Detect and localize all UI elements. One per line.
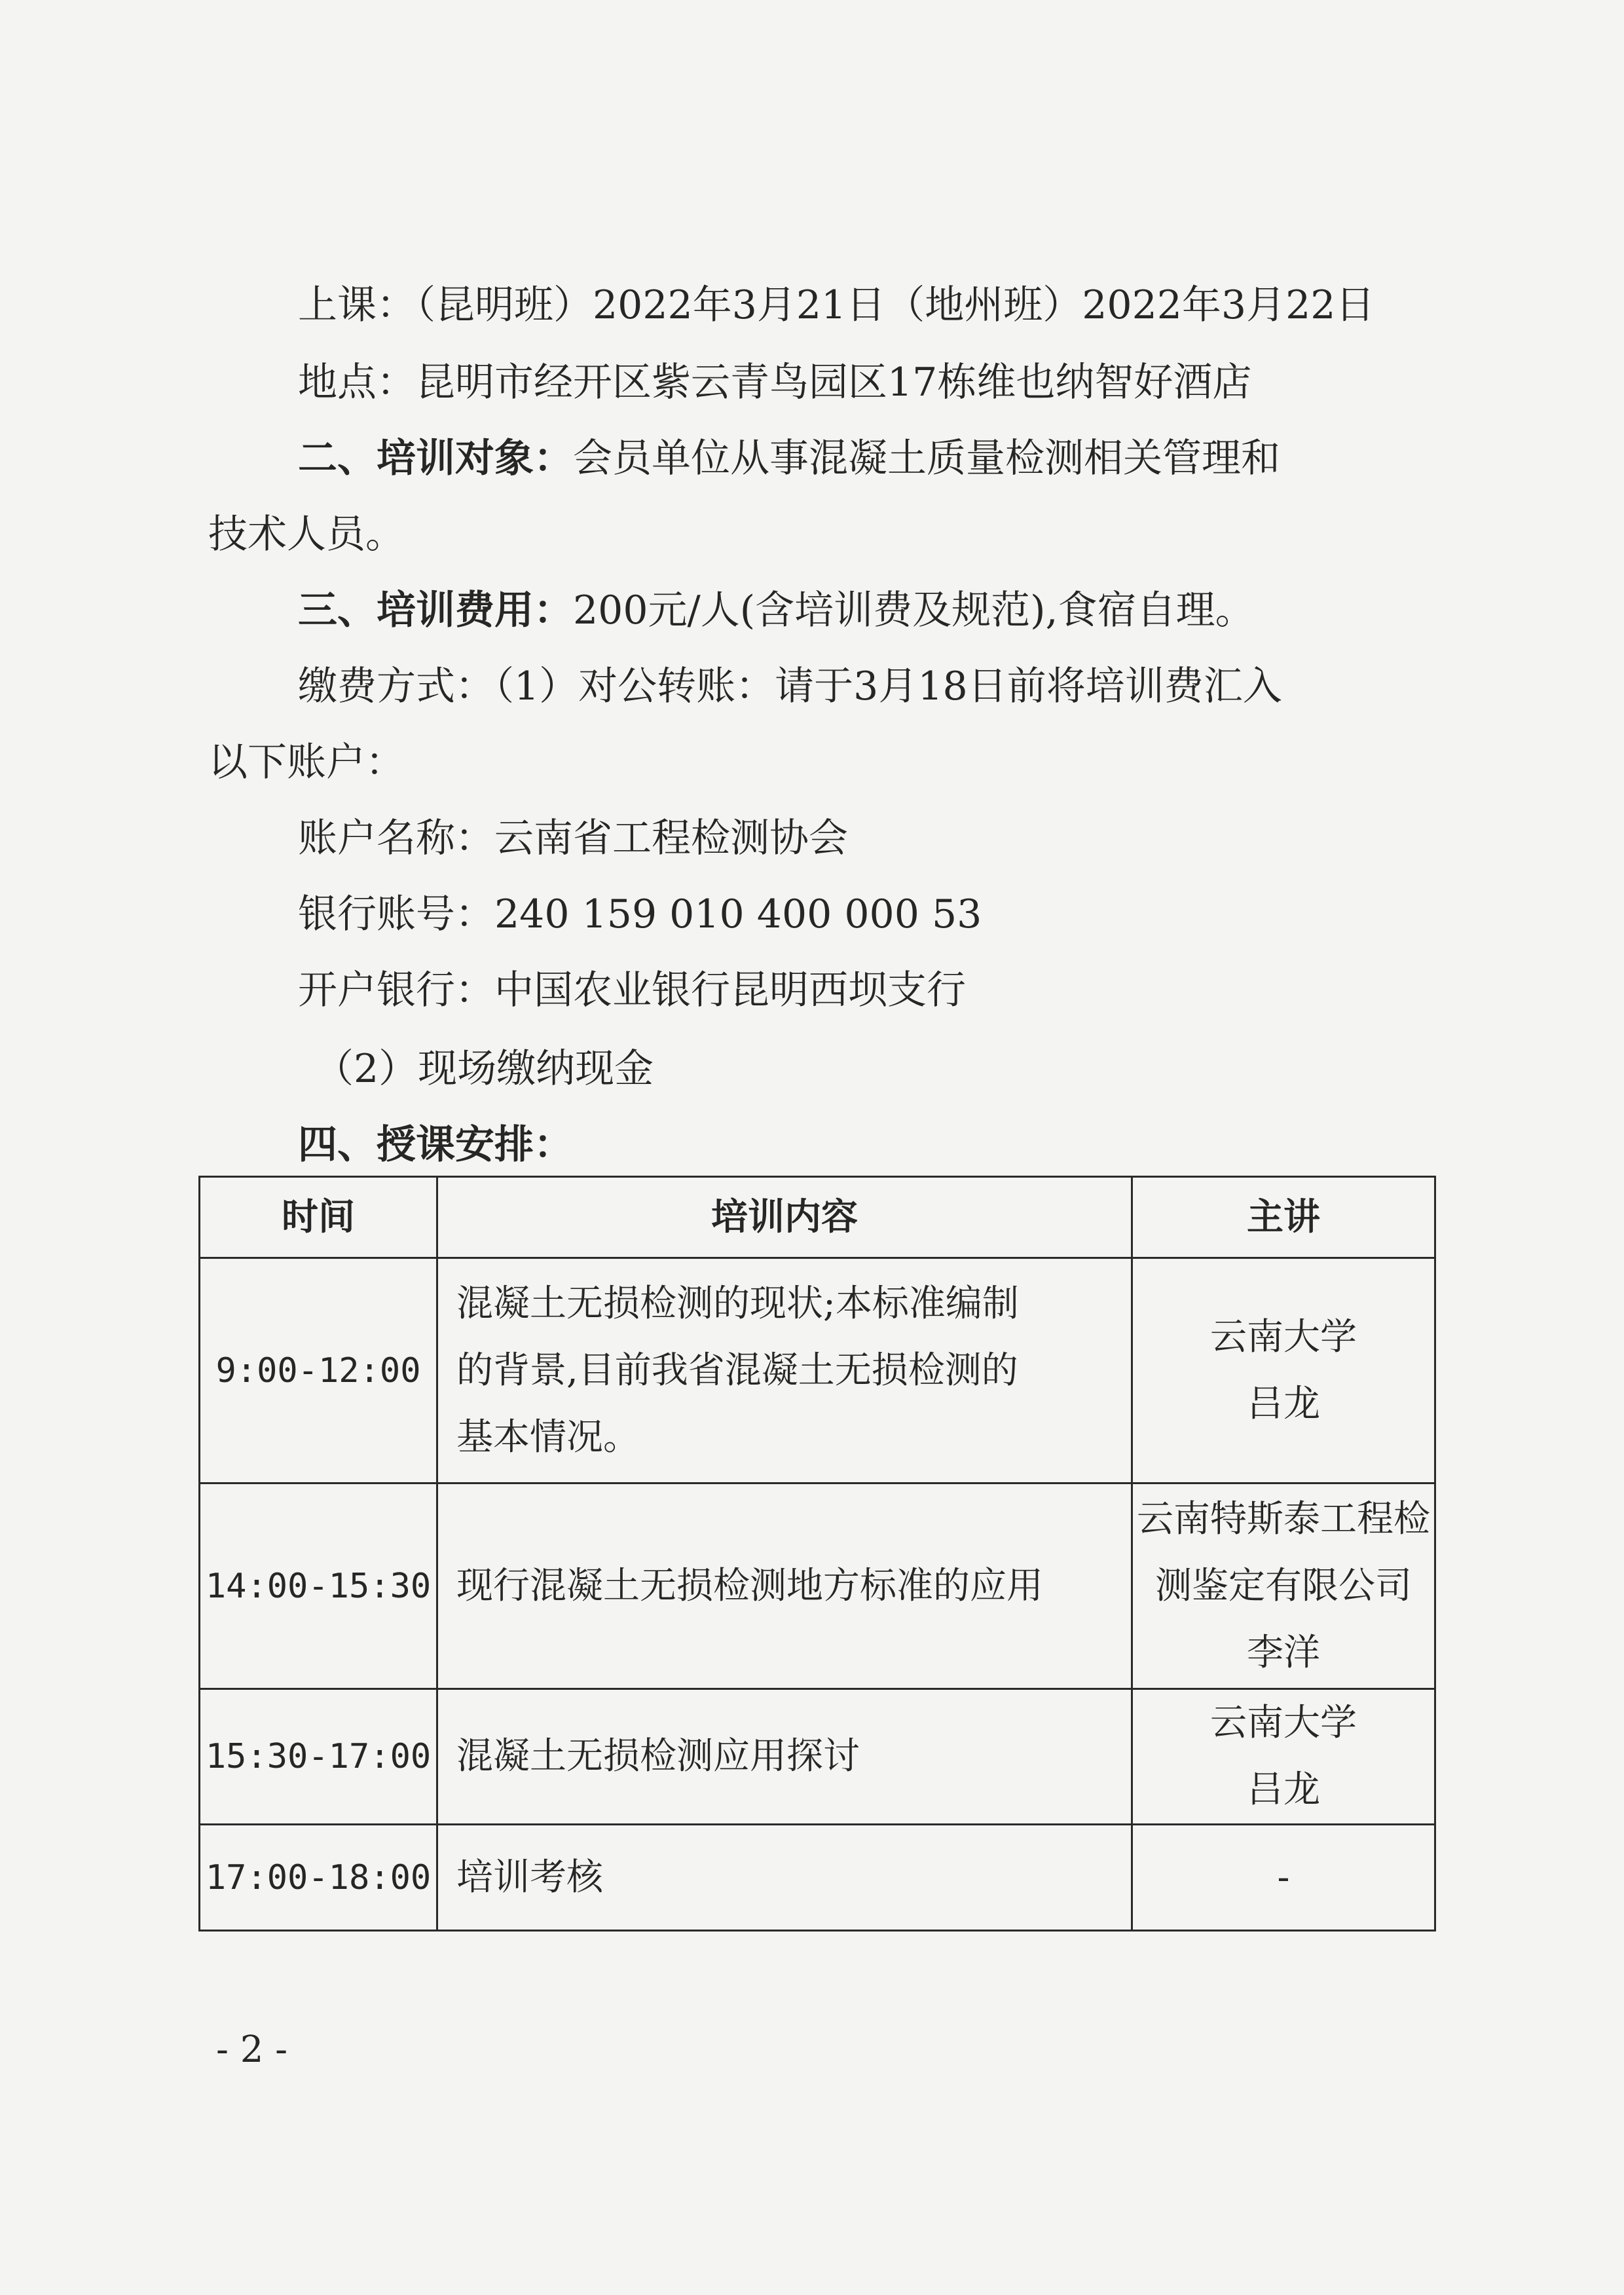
payment-method-continuation: 以下账户：: [208, 739, 405, 785]
training-fee-paragraph: [0, 584, 1624, 637]
row-content: [437, 1483, 1132, 1689]
cash-payment-line: （2）现场缴纳现金: [314, 1046, 654, 1092]
lecturer-line: 吕龙: [1247, 1382, 1320, 1425]
lecturer-line: 李洋: [1247, 1631, 1320, 1674]
schedule-heading: 四、授课安排：: [298, 1122, 573, 1168]
table-row: [200, 1483, 1435, 1689]
header-time: 时间: [200, 1177, 437, 1258]
content-line: 培训考核: [456, 1856, 603, 1899]
row-lecturer: [1132, 1483, 1435, 1689]
row-time: 14:00-15:30: [200, 1483, 437, 1689]
lecturer-line: -: [1277, 1856, 1290, 1899]
training-target-paragraph: [0, 432, 1624, 485]
row-lecturer: [1132, 1689, 1435, 1825]
training-target-heading: 二、培训对象：: [298, 436, 573, 481]
bank-line: 开户银行：中国农业银行昆明西坝支行: [298, 967, 966, 1013]
table-row: [200, 1258, 1435, 1483]
lecturer-line: 云南大学: [1210, 1315, 1357, 1358]
table-row: [200, 1825, 1435, 1931]
schedule-table: [198, 1176, 1436, 1931]
lecturer-line: 云南大学: [1210, 1702, 1357, 1744]
content-line: 混凝土无损检测的现状;本标准编制: [456, 1282, 1019, 1325]
lecturer-line: 测鉴定有限公司: [1155, 1564, 1412, 1607]
row-content: [437, 1825, 1132, 1931]
content-line: 现行混凝土无损检测地方标准的应用: [456, 1564, 1043, 1607]
account-name-line: 账户名称：云南省工程检测协会: [298, 815, 848, 861]
table-header-row: [200, 1177, 1435, 1258]
content-line: 的背景,目前我省混凝土无损检测的: [456, 1349, 1018, 1392]
page-number: - 2 -: [216, 2028, 288, 2071]
row-lecturer: [1132, 1258, 1435, 1483]
lecturer-line: 云南特斯泰工程检: [1137, 1497, 1430, 1540]
account-number-line: 银行账号：240 159 010 400 000 53: [298, 891, 982, 937]
table-row: [200, 1689, 1435, 1825]
payment-method-line: 缴费方式：（1）对公转账：请于3月18日前将培训费汇入: [298, 663, 1282, 709]
header-content: 培训内容: [437, 1177, 1132, 1258]
training-fee-heading: 三、培训费用：: [298, 588, 573, 633]
row-content: [437, 1689, 1132, 1825]
row-time: 9:00-12:00: [200, 1258, 437, 1483]
training-target-continuation: 技术人员。: [208, 512, 405, 557]
row-content: [437, 1258, 1132, 1483]
row-time: 17:00-18:00: [200, 1825, 437, 1931]
training-fee-text: 200元/人(含培训费及规范),食宿自理。: [573, 588, 1255, 633]
header-lecturer: 主讲: [1132, 1177, 1435, 1258]
location-line: 地点：昆明市经开区紫云青鸟园区17栋维也纳智好酒店: [298, 360, 1252, 405]
training-target-text: 会员单位从事混凝土质量检测相关管理和: [573, 436, 1280, 481]
content-line: 混凝土无损检测应用探讨: [456, 1735, 860, 1778]
content-line: 基本情况。: [456, 1415, 640, 1459]
class-time-line: 上课：（昆明班）2022年3月21日（地州班）2022年3月22日: [298, 282, 1375, 328]
row-time: 15:30-17:00: [200, 1689, 437, 1825]
lecturer-line: 吕龙: [1247, 1768, 1320, 1811]
row-lecturer: [1132, 1825, 1435, 1931]
